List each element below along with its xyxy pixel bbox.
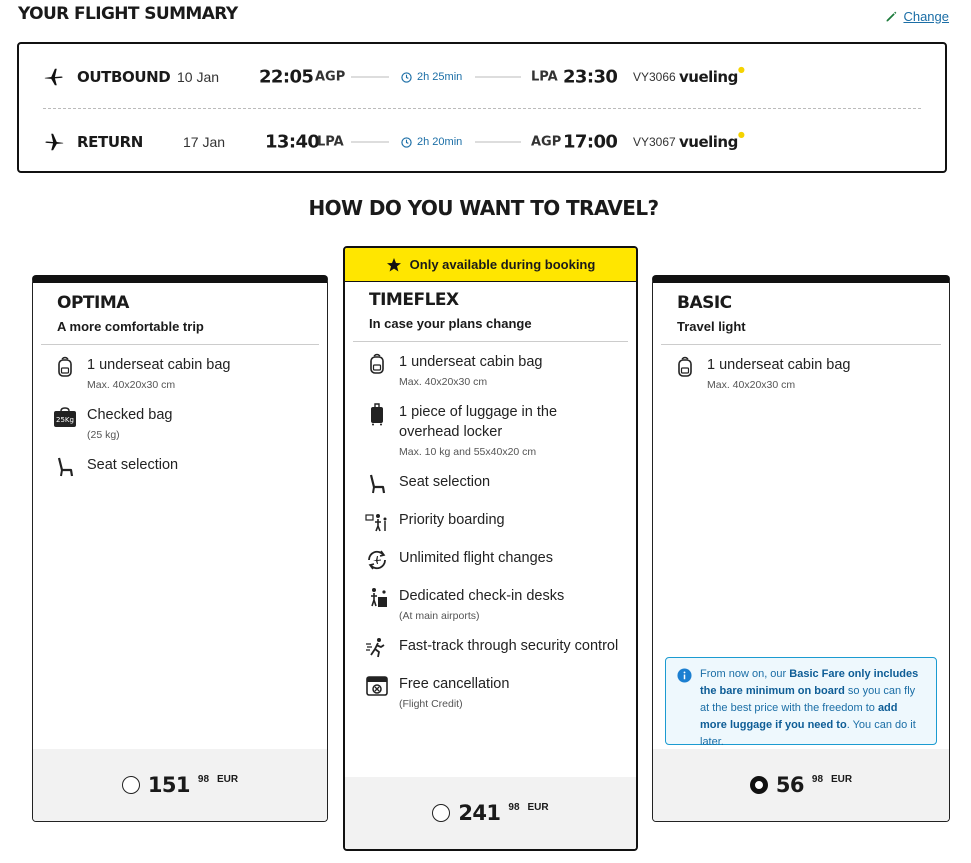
route-line xyxy=(351,77,389,78)
airline-logo: vueling● xyxy=(679,65,745,86)
checked-bag-icon xyxy=(53,405,77,429)
return-flight-row xyxy=(43,126,921,158)
fare-name: TIMEFLEX xyxy=(369,290,459,310)
fast-track-icon xyxy=(365,636,389,660)
feature-item xyxy=(365,510,620,534)
backpack-icon xyxy=(673,355,697,379)
fare-price-footer[interactable] xyxy=(33,749,327,821)
change-link[interactable] xyxy=(885,9,949,24)
feature-text: 1 underseat cabin bag xyxy=(399,354,543,370)
info-bold-2: add more luggage if you need to xyxy=(700,702,898,731)
feature-note: (25 kg) xyxy=(87,429,120,441)
price-integer: 151 xyxy=(147,773,190,797)
trolley-icon xyxy=(365,402,389,426)
feature-text: 1 underseat cabin bag xyxy=(87,357,231,373)
clock-icon xyxy=(401,137,412,148)
return-arrival-time: 17:00 xyxy=(563,131,618,153)
outbound-flight-number: VY3066 xyxy=(633,70,676,84)
info-text-2: so you can fly at the best price with the freedom to xyxy=(700,685,916,714)
fare-price-footer[interactable] xyxy=(653,749,949,821)
feature-item xyxy=(365,472,620,496)
feature-note: Max. 40x20x30 cm xyxy=(399,376,488,388)
info-text-1: From now on, our xyxy=(700,668,790,680)
backpack-icon xyxy=(365,352,389,376)
fare-subtitle: A more comfortable trip xyxy=(57,319,204,334)
flight-divider xyxy=(43,108,921,109)
return-duration-text: 2h 20min xyxy=(417,136,463,148)
price-integer: 56 xyxy=(775,773,804,797)
return-label: RETURN xyxy=(77,133,143,151)
seat-icon xyxy=(365,472,389,496)
info-icon xyxy=(677,668,692,683)
outbound-departure-time: 22:05 xyxy=(259,66,314,88)
fare-name: OPTIMA xyxy=(57,293,129,313)
pencil-icon xyxy=(885,10,898,23)
feature-text: Seat selection xyxy=(399,474,491,490)
airline-name: vueling xyxy=(679,133,738,151)
feature-text: Checked bag xyxy=(87,407,173,423)
price-decimals: 98 xyxy=(197,773,210,785)
feature-item xyxy=(365,402,620,458)
feature-text: Free cancellation xyxy=(399,676,510,692)
priority-boarding-icon xyxy=(365,510,389,534)
return-duration xyxy=(401,136,462,148)
flight-summary-title: YOUR FLIGHT SUMMARY xyxy=(18,4,238,24)
fare-subtitle: Travel light xyxy=(677,319,746,334)
feature-text: 1 underseat cabin bag xyxy=(707,357,851,373)
cancellation-icon xyxy=(365,674,389,698)
feature-item xyxy=(365,352,620,388)
outbound-arrival-code: LPA xyxy=(531,69,558,85)
route-line xyxy=(351,142,389,143)
plane-return-icon xyxy=(43,131,65,153)
price-decimals: 98 xyxy=(508,801,520,813)
checkin-desk-icon xyxy=(365,586,389,610)
feature-item xyxy=(365,674,620,710)
return-date: 17 Jan xyxy=(183,134,226,150)
flight-change-icon xyxy=(365,548,389,572)
feature-text: Seat selection xyxy=(87,457,179,473)
price-currency: EUR xyxy=(217,773,239,785)
outbound-date: 10 Jan xyxy=(177,69,220,85)
fare-name: BASIC xyxy=(677,293,732,313)
feature-note: Max. 40x20x30 cm xyxy=(87,379,176,391)
star-icon xyxy=(386,257,402,273)
fare-card-basic[interactable] xyxy=(652,275,950,822)
feature-text: Unlimited flight changes xyxy=(399,550,553,566)
feature-item xyxy=(365,548,620,572)
outbound-duration-text: 2h 25min xyxy=(417,71,463,83)
basic-fare-info-box xyxy=(665,657,937,748)
return-arrival-code: AGP xyxy=(531,134,562,150)
fare-radio-optima[interactable] xyxy=(122,776,140,794)
price-integer: 241 xyxy=(458,801,501,825)
feature-text: Priority boarding xyxy=(399,512,505,528)
return-departure-code: LPA xyxy=(317,134,344,150)
ribbon-text: Only available during booking xyxy=(409,257,596,272)
booking-only-ribbon xyxy=(345,248,636,282)
fare-radio-basic[interactable] xyxy=(750,776,768,794)
airline-logo: vueling● xyxy=(679,130,745,151)
outbound-duration xyxy=(401,71,462,83)
bag-weight-badge: 25Kg xyxy=(56,416,74,424)
seat-icon xyxy=(53,455,77,479)
feature-text: 1 piece of luggage in the overhead locker xyxy=(399,404,558,440)
price-decimals: 98 xyxy=(811,773,824,785)
plane-outbound-icon xyxy=(43,66,65,88)
feature-text: Dedicated check-in desks xyxy=(399,588,565,604)
backpack-icon xyxy=(53,355,77,379)
fare-question-heading: HOW DO YOU WANT TO TRAVEL? xyxy=(308,196,659,220)
return-departure-time: 13:40 xyxy=(265,131,320,153)
fare-price-footer[interactable] xyxy=(345,777,636,849)
change-label: Change xyxy=(903,9,949,24)
info-bold-1: Basic Fare only includes the bare minimum on board xyxy=(700,668,919,697)
fare-card-timeflex[interactable] xyxy=(343,246,638,851)
route-line xyxy=(475,142,521,143)
price-currency: EUR xyxy=(527,801,549,813)
fare-card-optima[interactable] xyxy=(32,275,328,822)
fare-subtitle: In case your plans change xyxy=(369,316,532,331)
route-line xyxy=(475,77,521,78)
feature-item xyxy=(673,355,933,391)
feature-note: Max. 10 kg and 55x40x20 cm xyxy=(399,446,537,458)
fare-radio-timeflex[interactable] xyxy=(432,804,450,822)
feature-item xyxy=(53,355,311,391)
return-flight-number: VY3067 xyxy=(633,135,676,149)
clock-icon xyxy=(401,72,412,83)
feature-note: (Flight Credit) xyxy=(399,698,463,710)
airline-name: vueling xyxy=(679,68,738,86)
outbound-flight-row xyxy=(43,61,921,93)
feature-item xyxy=(53,455,311,479)
outbound-arrival-time: 23:30 xyxy=(563,66,618,88)
price-currency: EUR xyxy=(831,773,853,785)
flight-summary-box xyxy=(17,42,947,173)
outbound-departure-code: AGP xyxy=(315,69,346,85)
feature-note: (At main airports) xyxy=(399,610,480,622)
feature-item xyxy=(53,405,311,441)
feature-note: Max. 40x20x30 cm xyxy=(707,379,796,391)
feature-text: Fast-track through security control xyxy=(399,638,619,654)
feature-item xyxy=(365,586,620,622)
outbound-label: OUTBOUND xyxy=(77,68,171,86)
info-text-3: . You can do it later. xyxy=(700,719,916,748)
feature-item xyxy=(365,636,620,660)
